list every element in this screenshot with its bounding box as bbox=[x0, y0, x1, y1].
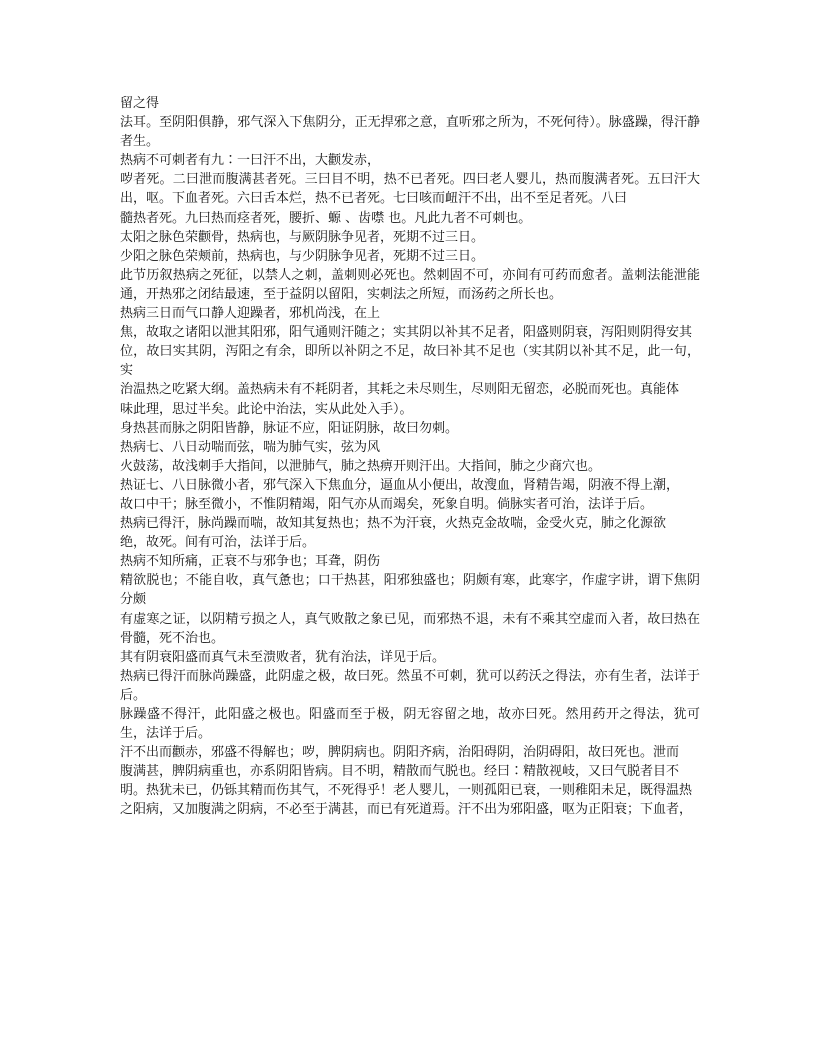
text-line: 哕者死。二曰泄而腹满甚者死。三曰目不明，热不已者死。四曰老人婴儿，热而腹满者死。五曰汗大出，呕。下血者死。六曰舌本烂，热不已者死。七曰咳而衄汗不出，出不至足者死。八曰 bbox=[120, 172, 700, 207]
text-line: 治温热之吃紧大纲。盖热病未有不耗阴者，其耗之未尽则生，尽则阳无留恋，必脱而死也。真能体 bbox=[120, 382, 680, 398]
text-line: 明。热犹未已，仍铄其精而伤其气，不死得乎！老人婴儿，一则孤阳已衰，一则稚阳未足，既得温热 bbox=[120, 783, 693, 799]
text-line: 热病七、八日动喘而弦，喘为肺气实，弦为风 bbox=[120, 439, 381, 455]
document-page bbox=[120, 94, 700, 820]
text-line: 热证七、八日脉微小者，邪气深入下焦血分，逼血从小便出，故溲血，肾精告竭，阴液不得上潮， bbox=[120, 477, 680, 493]
text-line: 腹满甚，脾阴病重也，亦系阴阳皆病。目不明，精散而气脱也。经曰∶精散视岐，又曰气脱者目不 bbox=[120, 764, 680, 780]
text-line: 故口中干；脉至微小，不惟阴精竭，阳气亦从而竭矣，死象自明。倘脉实者可治，法详于后。 bbox=[120, 496, 654, 512]
text-line: 此节历叙热病之死征，以禁人之刺，盖刺则必死也。然刺固不可，亦间有可药而愈者。盖刺法能泄能通，开热邪之闭结最速，至于益阴以留阳，实刺法之所短，而汤药之所长也。 bbox=[120, 267, 700, 302]
text-line: 髓热者死。九曰热而痉者死，腰折、螈 、齿噤 也。凡此九者不可刺也。 bbox=[120, 210, 532, 226]
text-line: 热病已得汗而脉尚躁盛，此阴虚之极，故曰死。然虽不可刺，犹可以药沃之得法，亦有生者，法详于后。 bbox=[120, 668, 700, 703]
text-line: 绝，故死。间有可治，法详于后。 bbox=[120, 535, 316, 551]
text-line: 身热甚而脉之阴阳皆静，脉证不应，阳证阴脉，故曰勿刺。 bbox=[120, 420, 459, 436]
text-line: 法耳。至阴阳俱静，邪气深入下焦阴分，正无捍邪之意，直听邪之所为，不死何待）。脉盛躁，得汗静者生。 bbox=[120, 115, 700, 150]
text-line: 精欲脱也；不能自收，真气惫也；口干热甚，阳邪独盛也；阴颇有寒，此寒字，作虚字讲，谓下焦阴分颇 bbox=[120, 573, 700, 608]
text-line: 焦，故取之诸阳以泄其阳邪，阳气通则汗随之；实其阴以补其不足者，阳盛则阴衰，泻阳则阴得安其 bbox=[120, 325, 693, 341]
text-line: 位，故曰实其阴，泻阳之有余，即所以补阴之不足，故曰补其不足也（实其阴以补其不足，此一句，实 bbox=[120, 344, 700, 379]
text-line: 热病不可刺者有九∶一曰汗不出，大颧发赤， bbox=[120, 153, 381, 169]
text-line: 火鼓荡，故浅刺手大指间，以泄肺气，肺之热痹开则汗出。大指间，肺之少商穴也。 bbox=[120, 458, 602, 474]
text-line: 有虚寒之证，以阴精亏损之人，真气败散之象已见，而邪热不退，未有不乘其空虚而入者，故曰热在骨髓，死不治也。 bbox=[120, 611, 700, 646]
text-line: 太阳之脉色荣颧骨，热病也，与厥阴脉争见者，死期不过三日。 bbox=[120, 229, 485, 245]
text-line: 之阳病，又加腹满之阴病，不必至于满甚，而已有死道焉。汗不出为邪阳盛，呕为正阳衰；下血者， bbox=[120, 802, 693, 818]
text-line: 留之得 bbox=[120, 96, 160, 111]
text-line: 热病已得汗，脉尚躁而喘，故知其复热也；热不为汗衰，火热克金故喘，金受火克，肺之化源欲 bbox=[120, 516, 667, 532]
text-line: 热病不知所痛，正衰不与邪争也；耳聋，阴伤 bbox=[120, 554, 381, 570]
text-line: 热病三日而气口静人迎躁者，邪机尚浅，在上 bbox=[120, 306, 381, 322]
text-line: 其有阴衰阳盛而真气未至溃败者，犹有治法，详见于后。 bbox=[120, 649, 446, 665]
text-line: 少阳之脉色荣颊前，热病也，与少阴脉争见者，死期不过三日。 bbox=[120, 248, 485, 264]
text-line: 味此理，思过半矣。此论中治法，实从此处入手）。 bbox=[120, 401, 413, 417]
text-line: 汗不出而颧赤，邪盛不得解也；哕，脾阴病也。阴阳齐病，治阳碍阴，治阴碍阳，故曰死也。泄而 bbox=[120, 745, 680, 761]
text-line: 脉躁盛不得汗，此阳盛之极也。阳盛而至于极，阴无容留之地，故亦曰死。然用药开之得法，犹可生，法详于后。 bbox=[120, 707, 700, 742]
